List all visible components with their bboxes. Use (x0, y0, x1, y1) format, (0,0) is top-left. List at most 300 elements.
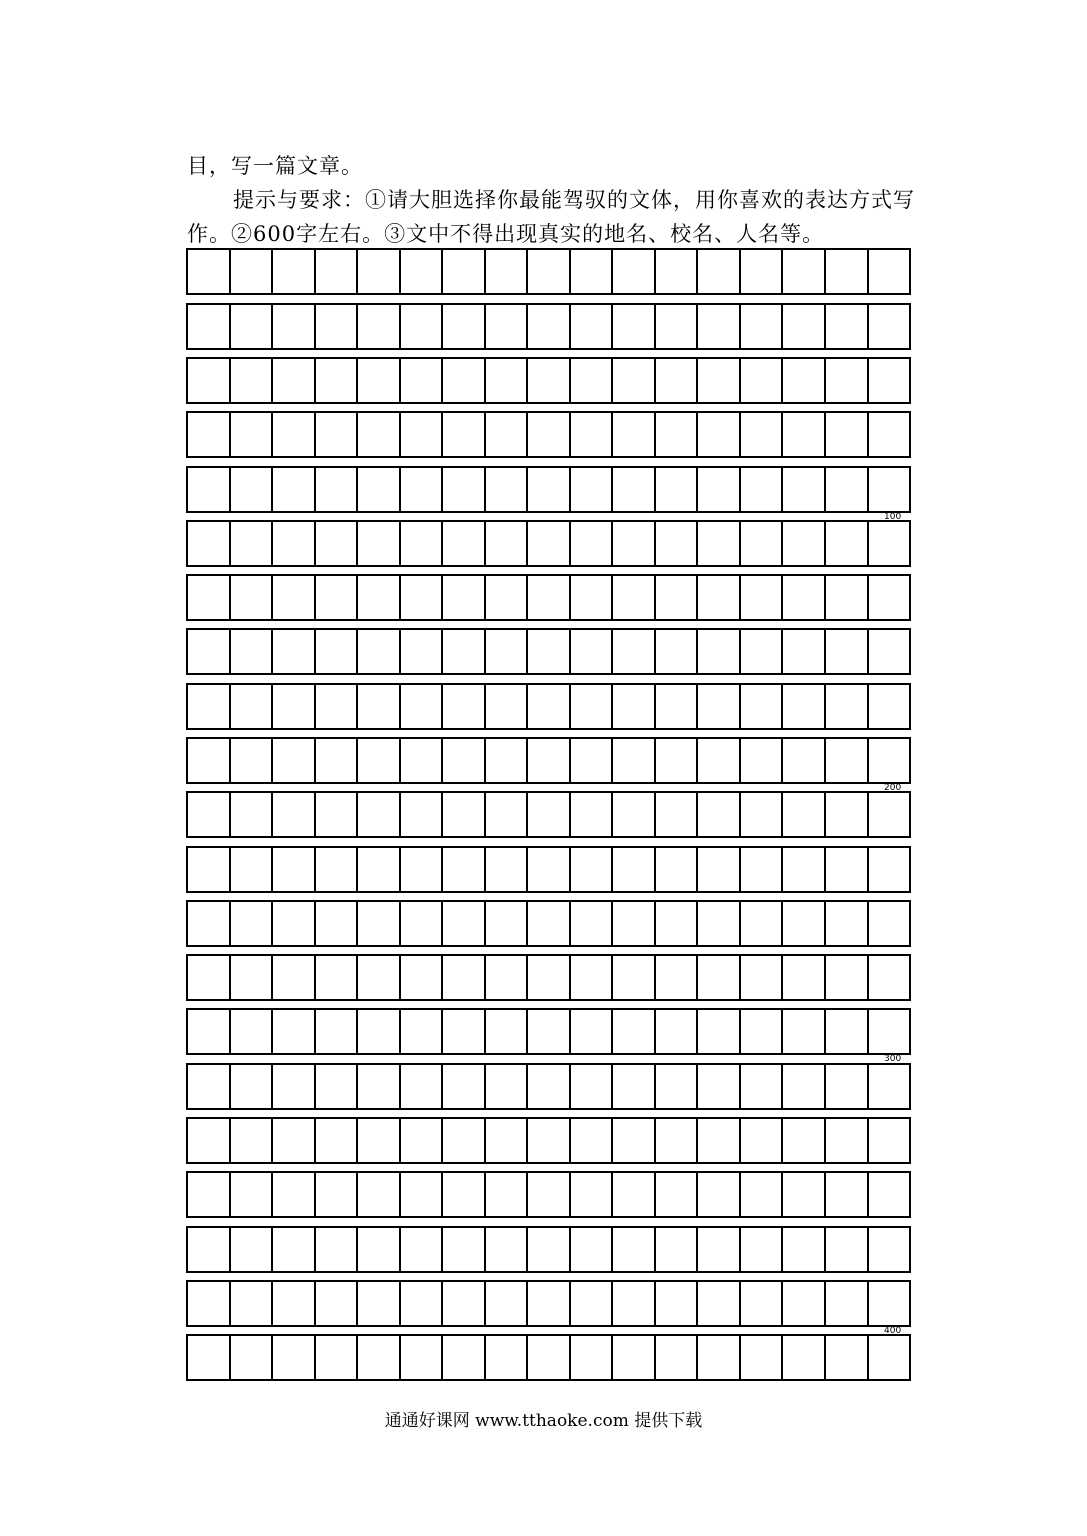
grid-cell[interactable] (571, 576, 614, 619)
grid-cell[interactable] (741, 848, 784, 891)
grid-cell[interactable] (401, 1065, 444, 1108)
grid-cell[interactable] (358, 1010, 401, 1053)
grid-cell[interactable] (869, 305, 910, 348)
grid-cell[interactable] (443, 305, 486, 348)
grid-cell[interactable] (188, 1228, 231, 1271)
grid-cell[interactable] (656, 1228, 699, 1271)
grid-cell[interactable] (826, 250, 869, 293)
grid-cell[interactable] (826, 685, 869, 728)
grid-cell[interactable] (656, 576, 699, 619)
grid-cell[interactable] (273, 413, 316, 456)
grid-cell[interactable] (188, 848, 231, 891)
grid-cell[interactable] (316, 1173, 359, 1216)
grid-cell[interactable] (869, 902, 910, 945)
grid-cell[interactable] (571, 1010, 614, 1053)
grid-cell[interactable] (486, 848, 529, 891)
grid-cell[interactable] (316, 848, 359, 891)
grid-cell[interactable] (698, 1282, 741, 1325)
grid-cell[interactable] (571, 848, 614, 891)
grid-cell[interactable] (826, 630, 869, 673)
grid-cell[interactable] (571, 956, 614, 999)
grid-cell[interactable] (316, 305, 359, 348)
grid-cell[interactable] (783, 250, 826, 293)
grid-cell[interactable] (188, 902, 231, 945)
grid-cell[interactable] (188, 739, 231, 782)
grid-cell[interactable] (316, 576, 359, 619)
grid-cell[interactable] (613, 413, 656, 456)
grid-cell[interactable] (741, 576, 784, 619)
grid-cell[interactable] (486, 1010, 529, 1053)
grid-cell[interactable] (401, 793, 444, 836)
grid-cell[interactable] (231, 1336, 274, 1379)
grid-cell[interactable] (188, 576, 231, 619)
grid-cell[interactable] (316, 1119, 359, 1162)
grid-cell[interactable] (869, 793, 910, 836)
grid-cell[interactable] (316, 902, 359, 945)
grid-cell[interactable] (783, 413, 826, 456)
grid-cell[interactable] (869, 413, 910, 456)
grid-cell[interactable] (273, 902, 316, 945)
grid-cell[interactable] (528, 1228, 571, 1271)
grid-cell[interactable] (443, 630, 486, 673)
grid-cell[interactable] (656, 359, 699, 402)
grid-cell[interactable] (358, 1336, 401, 1379)
grid-cell[interactable] (741, 1228, 784, 1271)
grid-cell[interactable] (358, 902, 401, 945)
grid-cell[interactable] (613, 902, 656, 945)
grid-cell[interactable] (826, 739, 869, 782)
grid-cell[interactable] (528, 739, 571, 782)
grid-cell[interactable] (316, 359, 359, 402)
grid-cell[interactable] (826, 793, 869, 836)
grid-cell[interactable] (316, 413, 359, 456)
grid-cell[interactable] (783, 1065, 826, 1108)
grid-cell[interactable] (486, 739, 529, 782)
grid-cell[interactable] (273, 1282, 316, 1325)
grid-cell[interactable] (613, 250, 656, 293)
grid-cell[interactable] (571, 1065, 614, 1108)
grid-cell[interactable] (826, 576, 869, 619)
grid-cell[interactable] (698, 468, 741, 511)
grid-cell[interactable] (231, 1173, 274, 1216)
grid-cell[interactable] (486, 1173, 529, 1216)
grid-cell[interactable] (358, 413, 401, 456)
grid-cell[interactable] (656, 739, 699, 782)
grid-cell[interactable] (571, 685, 614, 728)
grid-cell[interactable] (528, 902, 571, 945)
grid-cell[interactable] (316, 685, 359, 728)
grid-cell[interactable] (741, 1065, 784, 1108)
grid-cell[interactable] (528, 1119, 571, 1162)
grid-cell[interactable] (869, 956, 910, 999)
grid-cell[interactable] (656, 468, 699, 511)
grid-cell[interactable] (443, 359, 486, 402)
grid-cell[interactable] (443, 576, 486, 619)
grid-cell[interactable] (401, 576, 444, 619)
grid-cell[interactable] (486, 793, 529, 836)
grid-cell[interactable] (571, 305, 614, 348)
grid-cell[interactable] (571, 359, 614, 402)
grid-cell[interactable] (741, 522, 784, 565)
grid-cell[interactable] (698, 1173, 741, 1216)
grid-cell[interactable] (826, 902, 869, 945)
grid-cell[interactable] (316, 522, 359, 565)
grid-cell[interactable] (698, 359, 741, 402)
grid-cell[interactable] (273, 305, 316, 348)
grid-cell[interactable] (358, 1119, 401, 1162)
grid-cell[interactable] (443, 413, 486, 456)
grid-cell[interactable] (783, 576, 826, 619)
grid-cell[interactable] (869, 1228, 910, 1271)
grid-cell[interactable] (231, 305, 274, 348)
grid-cell[interactable] (741, 739, 784, 782)
grid-cell[interactable] (401, 848, 444, 891)
grid-cell[interactable] (741, 956, 784, 999)
grid-cell[interactable] (443, 902, 486, 945)
grid-cell[interactable] (613, 685, 656, 728)
grid-cell[interactable] (826, 1228, 869, 1271)
grid-cell[interactable] (869, 1336, 910, 1379)
grid-cell[interactable] (443, 468, 486, 511)
grid-cell[interactable] (656, 305, 699, 348)
grid-cell[interactable] (613, 1010, 656, 1053)
grid-cell[interactable] (869, 1065, 910, 1108)
grid-cell[interactable] (486, 1119, 529, 1162)
grid-cell[interactable] (486, 576, 529, 619)
grid-cell[interactable] (528, 522, 571, 565)
grid-cell[interactable] (741, 1173, 784, 1216)
grid-cell[interactable] (486, 1065, 529, 1108)
grid-cell[interactable] (231, 902, 274, 945)
grid-cell[interactable] (443, 956, 486, 999)
grid-cell[interactable] (613, 1173, 656, 1216)
grid-cell[interactable] (188, 359, 231, 402)
grid-cell[interactable] (783, 848, 826, 891)
grid-cell[interactable] (401, 1173, 444, 1216)
grid-cell[interactable] (401, 685, 444, 728)
grid-cell[interactable] (273, 848, 316, 891)
grid-cell[interactable] (443, 1065, 486, 1108)
grid-cell[interactable] (443, 1173, 486, 1216)
grid-cell[interactable] (273, 1336, 316, 1379)
grid-cell[interactable] (741, 1282, 784, 1325)
grid-cell[interactable] (273, 685, 316, 728)
grid-cell[interactable] (571, 468, 614, 511)
grid-cell[interactable] (656, 956, 699, 999)
grid-cell[interactable] (869, 630, 910, 673)
grid-cell[interactable] (273, 250, 316, 293)
grid-cell[interactable] (188, 956, 231, 999)
grid-cell[interactable] (826, 359, 869, 402)
grid-cell[interactable] (869, 1119, 910, 1162)
grid-cell[interactable] (231, 413, 274, 456)
grid-cell[interactable] (783, 1010, 826, 1053)
grid-cell[interactable] (358, 1173, 401, 1216)
grid-cell[interactable] (358, 1282, 401, 1325)
grid-cell[interactable] (443, 1282, 486, 1325)
grid-cell[interactable] (571, 630, 614, 673)
grid-cell[interactable] (528, 468, 571, 511)
grid-cell[interactable] (528, 1336, 571, 1379)
grid-cell[interactable] (401, 1010, 444, 1053)
grid-cell[interactable] (656, 413, 699, 456)
grid-cell[interactable] (316, 1010, 359, 1053)
grid-cell[interactable] (443, 1119, 486, 1162)
grid-cell[interactable] (613, 522, 656, 565)
grid-cell[interactable] (826, 1119, 869, 1162)
grid-cell[interactable] (401, 359, 444, 402)
grid-cell[interactable] (486, 305, 529, 348)
grid-cell[interactable] (273, 1228, 316, 1271)
grid-cell[interactable] (528, 1173, 571, 1216)
grid-cell[interactable] (571, 739, 614, 782)
grid-cell[interactable] (273, 359, 316, 402)
grid-cell[interactable] (486, 522, 529, 565)
grid-cell[interactable] (741, 413, 784, 456)
grid-cell[interactable] (698, 739, 741, 782)
grid-cell[interactable] (698, 576, 741, 619)
grid-cell[interactable] (486, 956, 529, 999)
grid-cell[interactable] (401, 1119, 444, 1162)
grid-cell[interactable] (486, 685, 529, 728)
grid-cell[interactable] (698, 305, 741, 348)
grid-cell[interactable] (528, 250, 571, 293)
grid-cell[interactable] (783, 468, 826, 511)
grid-cell[interactable] (528, 359, 571, 402)
grid-cell[interactable] (273, 956, 316, 999)
grid-cell[interactable] (656, 1065, 699, 1108)
grid-cell[interactable] (656, 1010, 699, 1053)
grid-cell[interactable] (358, 739, 401, 782)
grid-cell[interactable] (869, 359, 910, 402)
grid-cell[interactable] (528, 685, 571, 728)
grid-cell[interactable] (486, 359, 529, 402)
grid-cell[interactable] (231, 1010, 274, 1053)
grid-cell[interactable] (741, 305, 784, 348)
grid-cell[interactable] (869, 1282, 910, 1325)
grid-cell[interactable] (273, 1173, 316, 1216)
grid-cell[interactable] (869, 685, 910, 728)
grid-cell[interactable] (188, 1010, 231, 1053)
grid-cell[interactable] (486, 1228, 529, 1271)
grid-cell[interactable] (358, 576, 401, 619)
grid-cell[interactable] (486, 250, 529, 293)
grid-cell[interactable] (656, 793, 699, 836)
grid-cell[interactable] (188, 1119, 231, 1162)
grid-cell[interactable] (698, 1010, 741, 1053)
grid-cell[interactable] (613, 1336, 656, 1379)
grid-cell[interactable] (401, 630, 444, 673)
grid-cell[interactable] (401, 468, 444, 511)
grid-cell[interactable] (231, 1065, 274, 1108)
grid-cell[interactable] (316, 1228, 359, 1271)
grid-cell[interactable] (826, 1010, 869, 1053)
grid-cell[interactable] (826, 413, 869, 456)
grid-cell[interactable] (741, 1010, 784, 1053)
grid-cell[interactable] (571, 793, 614, 836)
grid-cell[interactable] (826, 468, 869, 511)
grid-cell[interactable] (443, 1336, 486, 1379)
grid-cell[interactable] (443, 250, 486, 293)
grid-cell[interactable] (486, 1282, 529, 1325)
grid-cell[interactable] (698, 1065, 741, 1108)
grid-cell[interactable] (273, 630, 316, 673)
grid-cell[interactable] (869, 522, 910, 565)
grid-cell[interactable] (741, 250, 784, 293)
grid-cell[interactable] (273, 1010, 316, 1053)
grid-cell[interactable] (571, 1119, 614, 1162)
grid-cell[interactable] (231, 1119, 274, 1162)
grid-cell[interactable] (656, 1336, 699, 1379)
grid-cell[interactable] (486, 468, 529, 511)
grid-cell[interactable] (613, 576, 656, 619)
grid-cell[interactable] (188, 685, 231, 728)
grid-cell[interactable] (656, 1119, 699, 1162)
grid-cell[interactable] (656, 1282, 699, 1325)
grid-cell[interactable] (231, 630, 274, 673)
grid-cell[interactable] (401, 1282, 444, 1325)
grid-cell[interactable] (231, 468, 274, 511)
grid-cell[interactable] (698, 848, 741, 891)
grid-cell[interactable] (698, 956, 741, 999)
grid-cell[interactable] (401, 522, 444, 565)
grid-cell[interactable] (401, 250, 444, 293)
grid-cell[interactable] (783, 630, 826, 673)
grid-cell[interactable] (358, 522, 401, 565)
grid-cell[interactable] (443, 685, 486, 728)
grid-cell[interactable] (401, 902, 444, 945)
grid-cell[interactable] (826, 522, 869, 565)
grid-cell[interactable] (613, 1065, 656, 1108)
grid-cell[interactable] (613, 793, 656, 836)
grid-cell[interactable] (316, 793, 359, 836)
grid-cell[interactable] (443, 522, 486, 565)
grid-cell[interactable] (869, 468, 910, 511)
grid-cell[interactable] (443, 793, 486, 836)
grid-cell[interactable] (613, 359, 656, 402)
grid-cell[interactable] (316, 956, 359, 999)
grid-cell[interactable] (783, 305, 826, 348)
grid-cell[interactable] (783, 1336, 826, 1379)
grid-cell[interactable] (698, 793, 741, 836)
grid-cell[interactable] (273, 793, 316, 836)
grid-cell[interactable] (613, 1282, 656, 1325)
grid-cell[interactable] (656, 630, 699, 673)
grid-cell[interactable] (783, 522, 826, 565)
grid-cell[interactable] (358, 956, 401, 999)
grid-cell[interactable] (231, 793, 274, 836)
grid-cell[interactable] (613, 468, 656, 511)
grid-cell[interactable] (273, 739, 316, 782)
grid-cell[interactable] (486, 1336, 529, 1379)
grid-cell[interactable] (231, 956, 274, 999)
grid-cell[interactable] (783, 685, 826, 728)
grid-cell[interactable] (231, 848, 274, 891)
grid-cell[interactable] (698, 1228, 741, 1271)
grid-cell[interactable] (741, 1119, 784, 1162)
grid-cell[interactable] (316, 1336, 359, 1379)
grid-cell[interactable] (571, 1173, 614, 1216)
grid-cell[interactable] (358, 359, 401, 402)
grid-cell[interactable] (613, 848, 656, 891)
grid-cell[interactable] (783, 359, 826, 402)
grid-cell[interactable] (188, 1282, 231, 1325)
grid-cell[interactable] (698, 522, 741, 565)
grid-cell[interactable] (231, 1282, 274, 1325)
grid-cell[interactable] (698, 413, 741, 456)
grid-cell[interactable] (869, 848, 910, 891)
grid-cell[interactable] (401, 739, 444, 782)
grid-cell[interactable] (656, 848, 699, 891)
grid-cell[interactable] (188, 522, 231, 565)
grid-cell[interactable] (613, 956, 656, 999)
grid-cell[interactable] (231, 250, 274, 293)
grid-cell[interactable] (571, 1336, 614, 1379)
grid-cell[interactable] (741, 468, 784, 511)
grid-cell[interactable] (741, 902, 784, 945)
grid-cell[interactable] (656, 250, 699, 293)
grid-cell[interactable] (188, 630, 231, 673)
grid-cell[interactable] (231, 1228, 274, 1271)
grid-cell[interactable] (571, 1282, 614, 1325)
grid-cell[interactable] (528, 1065, 571, 1108)
grid-cell[interactable] (316, 739, 359, 782)
grid-cell[interactable] (826, 956, 869, 999)
grid-cell[interactable] (698, 250, 741, 293)
grid-cell[interactable] (273, 468, 316, 511)
grid-cell[interactable] (783, 793, 826, 836)
grid-cell[interactable] (273, 1065, 316, 1108)
grid-cell[interactable] (188, 468, 231, 511)
grid-cell[interactable] (316, 250, 359, 293)
grid-cell[interactable] (231, 576, 274, 619)
grid-cell[interactable] (443, 1010, 486, 1053)
grid-cell[interactable] (698, 630, 741, 673)
grid-cell[interactable] (316, 1282, 359, 1325)
grid-cell[interactable] (613, 630, 656, 673)
grid-cell[interactable] (741, 685, 784, 728)
grid-cell[interactable] (869, 250, 910, 293)
grid-cell[interactable] (358, 848, 401, 891)
grid-cell[interactable] (783, 1119, 826, 1162)
grid-cell[interactable] (528, 1282, 571, 1325)
grid-cell[interactable] (656, 522, 699, 565)
grid-cell[interactable] (783, 1173, 826, 1216)
grid-cell[interactable] (443, 739, 486, 782)
grid-cell[interactable] (358, 630, 401, 673)
grid-cell[interactable] (869, 576, 910, 619)
grid-cell[interactable] (188, 793, 231, 836)
grid-cell[interactable] (826, 1282, 869, 1325)
grid-cell[interactable] (656, 685, 699, 728)
grid-cell[interactable] (613, 1119, 656, 1162)
grid-cell[interactable] (528, 630, 571, 673)
grid-cell[interactable] (316, 1065, 359, 1108)
grid-cell[interactable] (528, 413, 571, 456)
grid-cell[interactable] (401, 1336, 444, 1379)
grid-cell[interactable] (231, 522, 274, 565)
grid-cell[interactable] (571, 902, 614, 945)
grid-cell[interactable] (571, 522, 614, 565)
grid-cell[interactable] (401, 413, 444, 456)
grid-cell[interactable] (741, 630, 784, 673)
grid-cell[interactable] (783, 1228, 826, 1271)
grid-cell[interactable] (698, 902, 741, 945)
grid-cell[interactable] (358, 250, 401, 293)
grid-cell[interactable] (656, 1173, 699, 1216)
grid-cell[interactable] (401, 956, 444, 999)
grid-cell[interactable] (869, 739, 910, 782)
